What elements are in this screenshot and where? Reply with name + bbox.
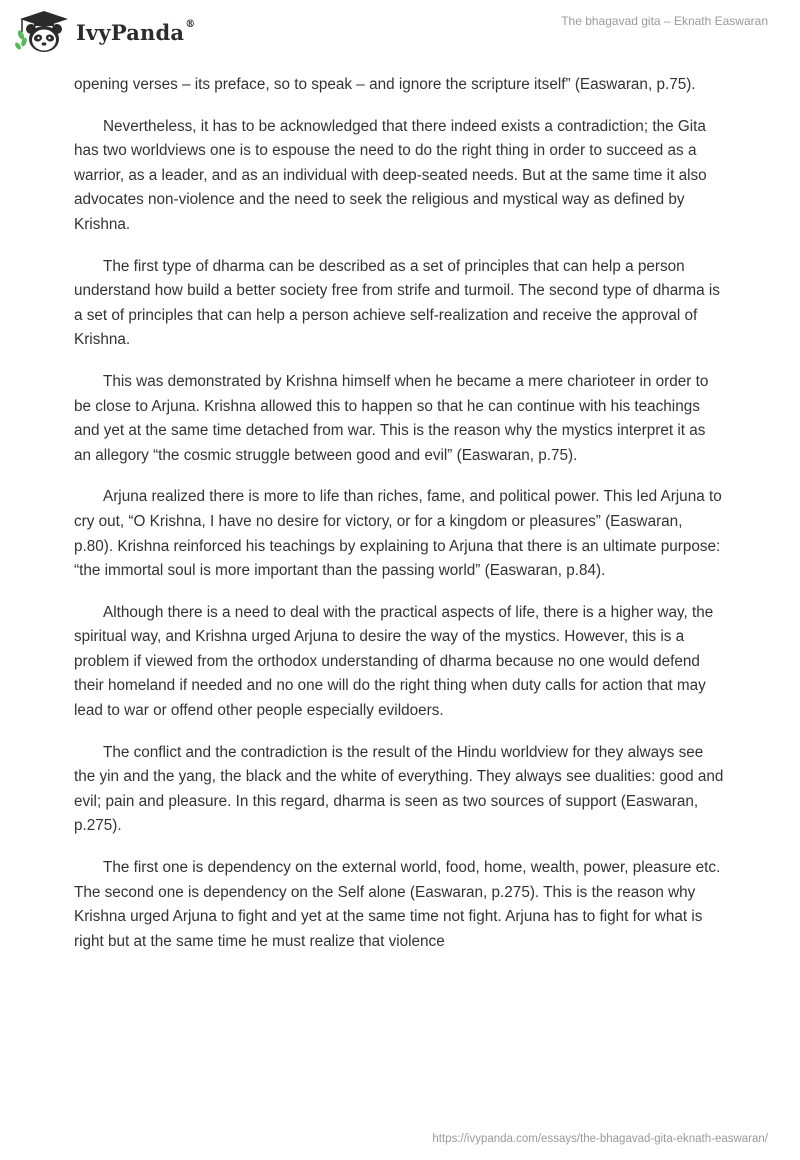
logo-brand-name: IvyPanda <box>76 19 185 45</box>
running-title: The bhagavad gita – Eknath Easwaran <box>561 14 768 28</box>
paragraph: Nevertheless, it has to be acknowledged that there indeed exists a contradiction; the Gita has two worldviews one is to espouse the need to do the right thing in order to succeed as a warrior, as a leader, and as an individual with deep-seated needs. But at the same time it also advocates non-violence and the need to seek the religious and mystical way as defined by Krishna. <box>74 117 707 233</box>
paragraph: The first type of dharma can be described as a set of principles that can help a person understand how build a better society free from strife and turmoil. The second type of dharma is a set of principles that can help a person achieve self-realization and receive the approval of Krishna. <box>74 257 720 349</box>
logo-wordmark <box>76 20 195 43</box>
registered-mark: ® <box>185 18 196 30</box>
page-header <box>0 0 800 72</box>
ivypanda-logo[interactable] <box>14 8 195 54</box>
paragraph: The first one is dependency on the external world, food, home, wealth, power, pleasure etc. The second one is dependency on the Self alone (Easwaran, p.275). This is the reason why Krishna urged Arjuna to fight and yet at the same time not fight. Arjuna has to fight for what is right but at the same time he must realize that violence <box>74 859 721 950</box>
paragraph: The conflict and the contradiction is the result of the Hindu worldview for they always see the yin and the yang, the black and the white of everything. They always see dualities: good and evil; pain and pleasure. In this regard, dharma is seen as two sources of support (Easwaran, p.275). <box>74 743 724 835</box>
paragraph: This was demonstrated by Krishna himself when he became a mere charioteer in order to be close to Arjuna. Krishna allowed this to happen so that he can continue with his teachings and yet at the same time detached from war. This is the reason why the mystics interpret it as an allegory “the cosmic struggle between good and evil” (Easwaran, p.75). <box>74 372 709 464</box>
source-url-link[interactable]: https://ivypanda.com/essays/the-bhagavad-gita-eknath-easwaran/ <box>432 1133 768 1145</box>
panda-graduation-cap-icon <box>14 8 70 54</box>
paragraph: Although there is a need to deal with the practical aspects of life, there is a higher way, the spiritual way, and Krishna urged Arjuna to desire the way of the mystics. However, this is a problem if viewed from the orthodox understanding of dharma because no one would defend their homeland if needed and no one will do the right thing when duty calls for action that may lead to war or offend other people especially evildoers. <box>74 603 714 720</box>
paragraph: Arjuna realized there is more to life than riches, fame, and political power. This led Arjuna to cry out, “O Krishna, I have no desire for victory, or for a kingdom or pleasures” (Easwaran, p.80). Krishna reinforced his teachings by explaining to Arjuna that there is an ultimate purpose: “the immortal soul is more important than the passing world” (Easwaran, p.84). <box>74 488 722 580</box>
essay-body <box>74 73 724 971</box>
paragraph-continuation: opening verses – its preface, so to speak – and ignore the scripture itself” (Easwaran, p.75). <box>74 76 696 93</box>
